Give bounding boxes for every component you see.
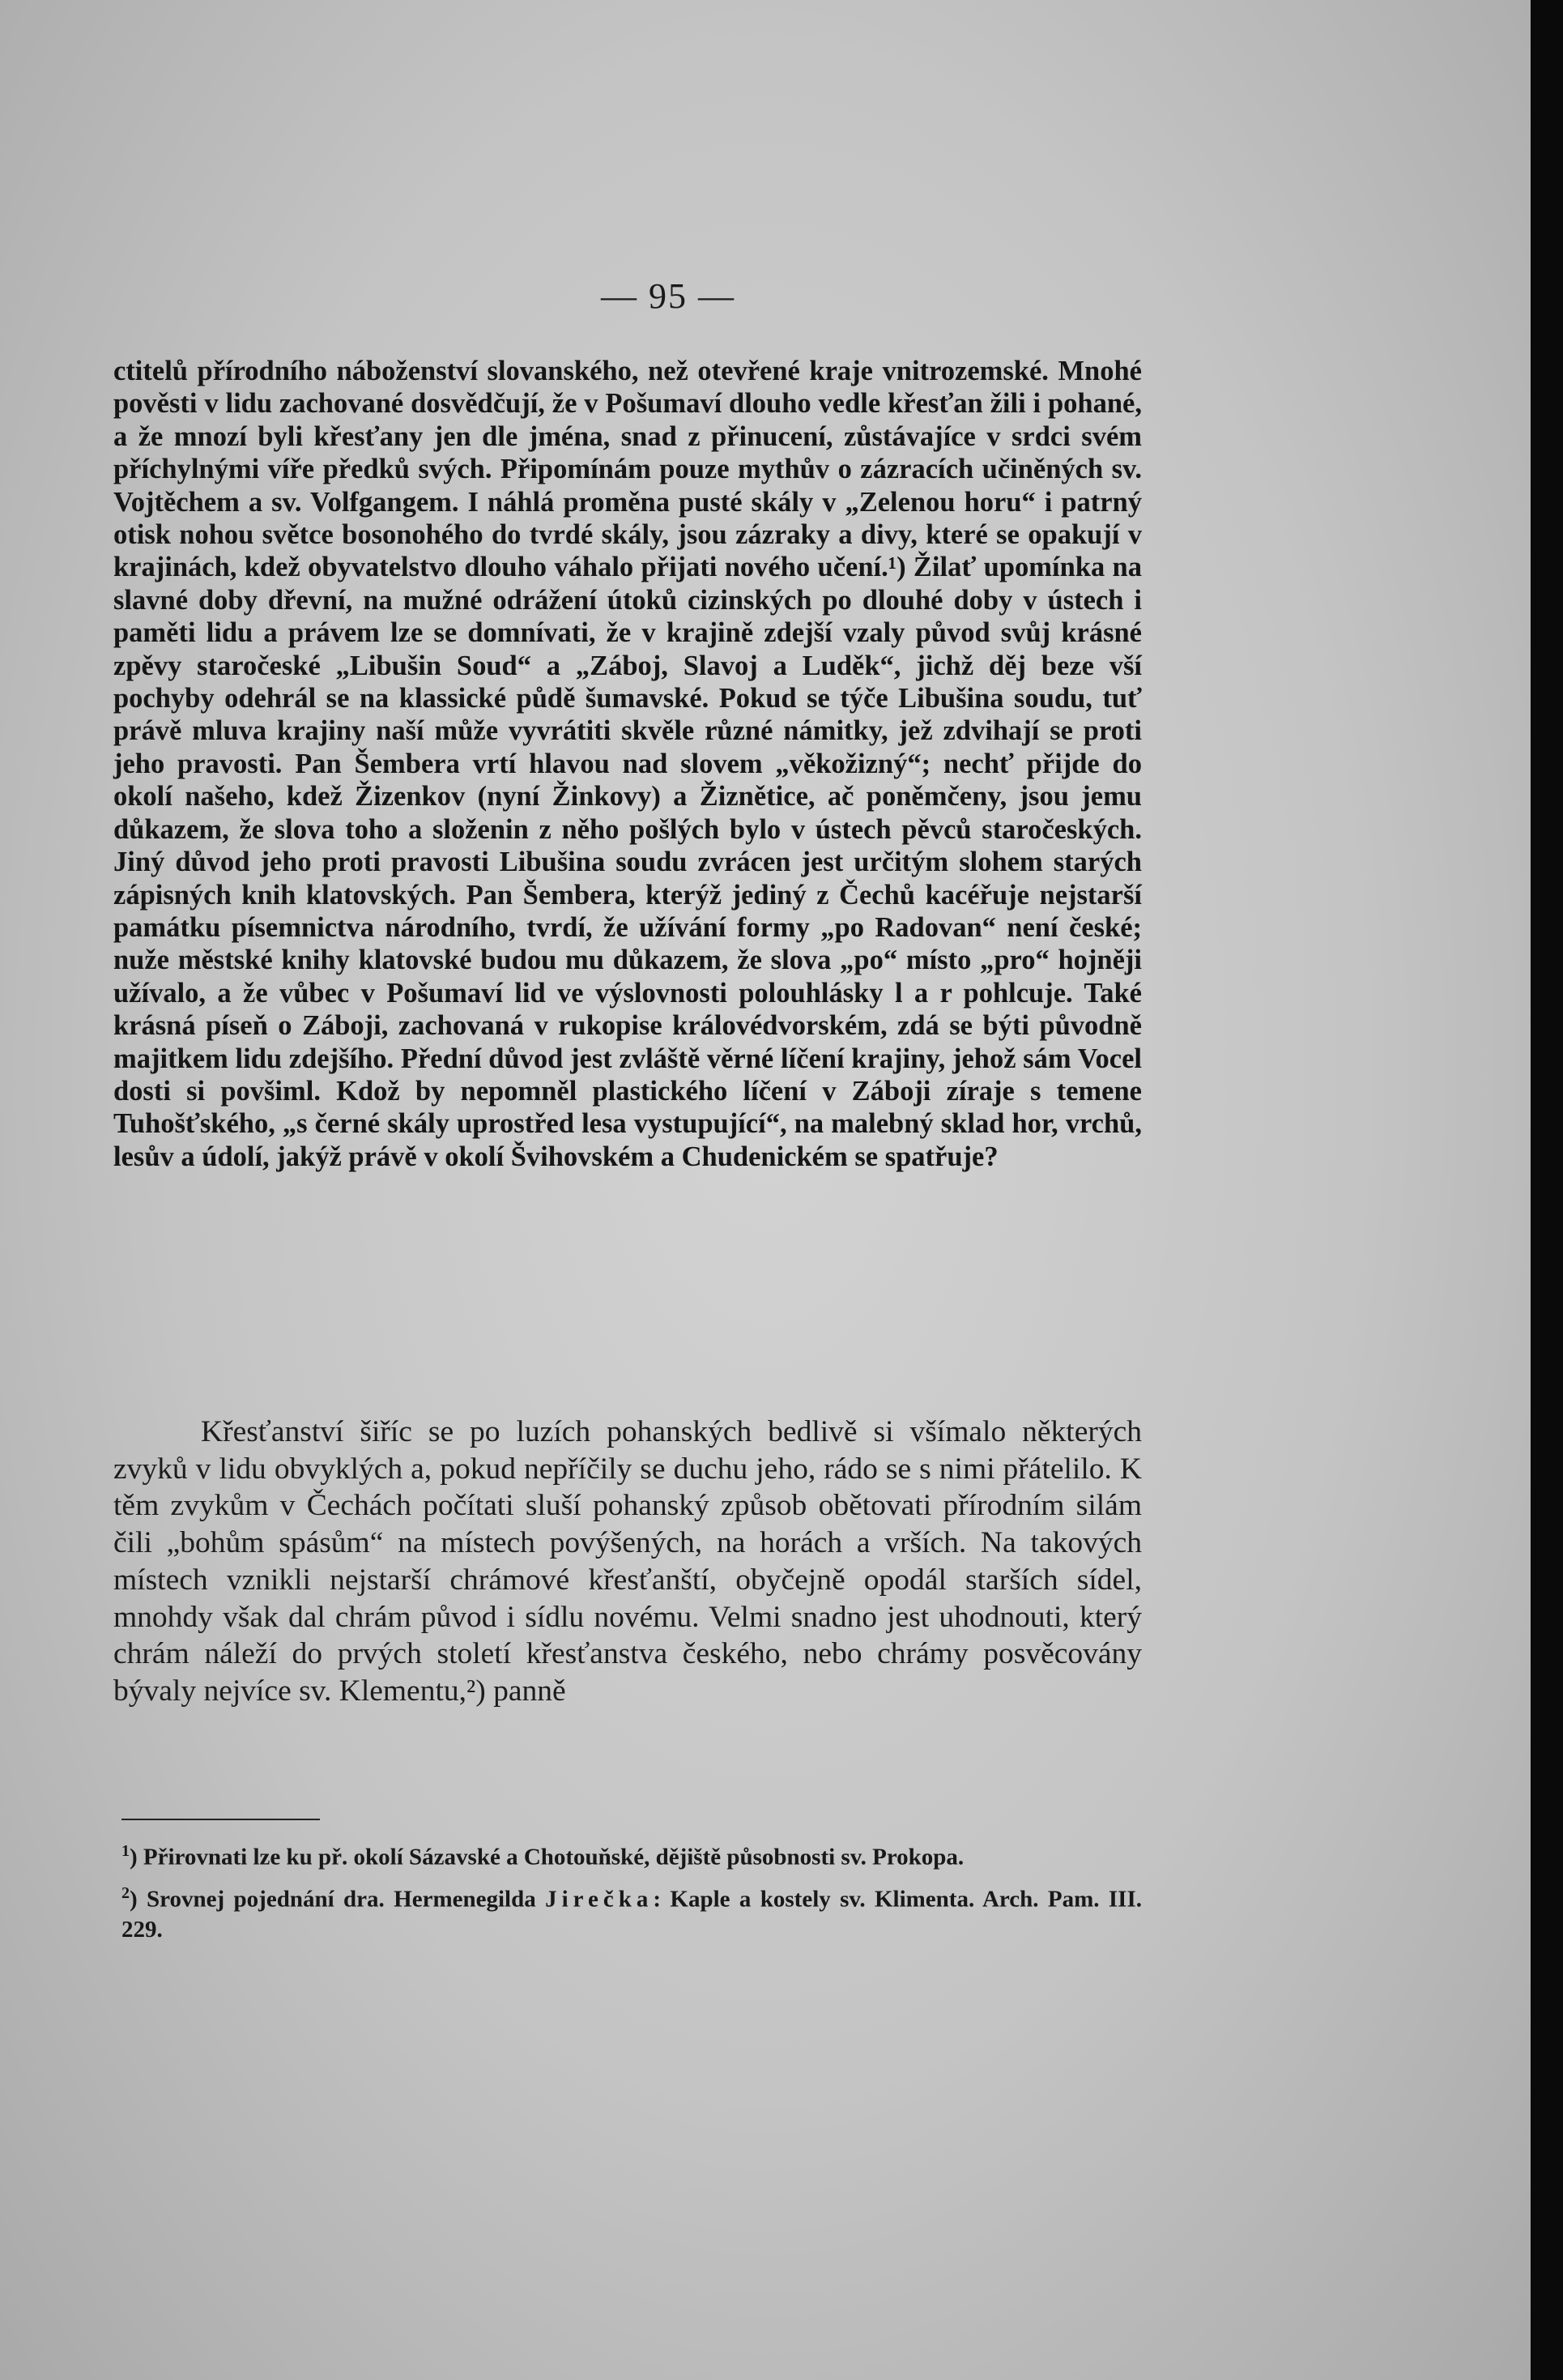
paragraph-1: ctitelů přírodního náboženství slovanského, než otevřené kraje vnitrozemské. Mnohé pověsti v lidu zachované dosvědčují, že v Pošumaví dlouho vedle křesťan žili i pohané, a že mnozí byli křesťany jen dle jména, snad z přinucení, zůstávajíce v srdci svém příchylnými víře předků svých. Připomínám pouze mythův o zázracích učiněných sv. Vojtěchem a sv. Volfgangem. I náhlá proměna pusté skály v „Zelenou horu“ i patrný otisk nohou světce bosonohého do tvrdé skály, jsou zázraky a divy, které se opakují v krajinách, kdež obyvatelstvo dlouho váhalo přijati nového učení.¹) Žilať upomínka na slavné doby dřevní, na mužné odrážení útoků cizinských po dlouhé doby v ústech i paměti lidu a právem lze se domnívati, že v krajině zdejší vzaly původ svůj krásné zpěvy staročeské „Libušin Soud“ a „Záboj, Slavoj a Luděk“, jichž děj beze vší pochyby odehrál se na klassické půdě šumavské. Pokud se týče Libušina soudu, tuť právě mluva krajiny naší může vyvrátiti skvěle různé námitky, jež zdvihají se proti jeho pravosti. Pan Šembera vrtí hlavou nad slovem „věkožizný“; nechť přijde do okolí našeho, kdež Žizenkov (nyní Žinkovy) a Žiznětice, ač poněmčeny, jsou jemu důkazem, že slova toho a složenin z něho pošlých bylo v ústech pěvců staročeských. Jiný důvod jeho proti pravosti Libušina soudu zvrácen jest určitým slohem starých zápisných knih klatovských. Pan Šembera, kterýž jediný z Čechů kacéřuje nejstarší památku písemnictva národního, tvrdí, že užívání formy „po Radovan“ není české; nuže městské knihy klatovské budou mu důkazem, že slova „po“ místo „pro“ hojněji užívalo, a že vůbec v Pošumaví lid ve výslovnosti polouhlásky l a r pohlcuje. Také krásná píseň o Záboji, zachovaná v rukopise královédvorském, zdá se býti původně majitkem lidu zdejšího. Přední důvod jest zvláště věrné líčení krajiny, jehož sám Vocel dosti si povšiml. Kdož by nepomněl plastického líčení v Záboji zíraje s temene Tuhošťského, „s černé skály uprostřed lesa vystupující“, na malebný sklad hor, vrchů, lesův a údolí, jakýž právě v okolí Švihovském a Chudenickém se spatřuje?: [113, 356, 1142, 1172]
footnote-1-marker: 1: [121, 1842, 130, 1860]
footnote-1: [121, 1836, 1142, 1873]
paragraph-2: Křesťanství šiříc se po luzích pohanských bedlivě si všímalo některých zvyků v lidu obvyklých a, pokud nepříčily se duchu jeho, rádo se s nimi přátelilo. K těm zvykům v Čechách počítati sluší pohanský způsob obětovati přírodním silám čili „bohům spásům“ na místech povýšených, na horách a vrších. Na takových místech vznikli nejstarší chrámové křesťanští, obyčejně opodál starších sídel, mnohdy však dal chrám původ i sídlu novému. Velmi snadno jest uhodnouti, který chrám náleží do prvých století křesťanstva českého, nebo chrámy posvěcovány bývaly nejvíce sv. Klementu,²) panně: [113, 1415, 1142, 1708]
footnote-1-text: ) Přirovnati lze ku př. okolí Sázavské a Chotouňské, dějiště působnosti sv. Prokopa.: [130, 1844, 965, 1870]
footnote-divider: [121, 1819, 320, 1820]
footnote-2-author: Jirečka: [545, 1886, 654, 1913]
footnote-2: [121, 1878, 1142, 1946]
scan-edge: [1531, 0, 1563, 2380]
page-number: — 95 —: [601, 276, 735, 316]
footnote-2-text-a: ) Srovnej pojednání dra. Hermenegilda: [130, 1886, 546, 1913]
footnotes: [121, 1836, 1142, 1945]
footnote-2-marker: 2: [121, 1883, 130, 1902]
footnote-2-text-b: : Kaple a kostely sv. Klimenta. Arch. Pam. III. 229.: [121, 1886, 1142, 1943]
